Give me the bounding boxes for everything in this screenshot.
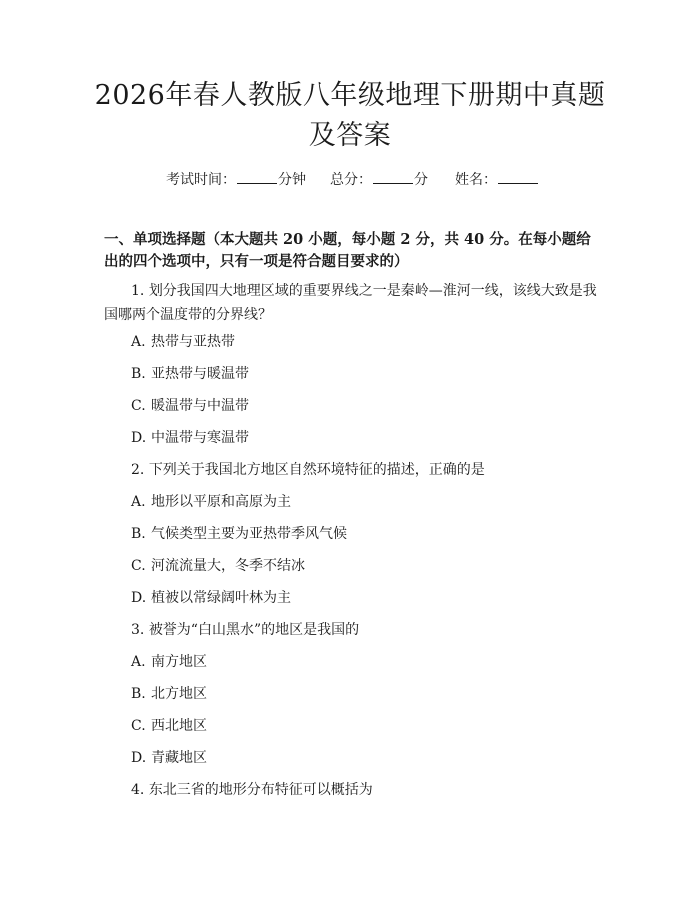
option-text: 青藏地区 [151, 750, 207, 766]
question-1-text [104, 279, 598, 327]
question-3 [131, 620, 359, 640]
name-blank [498, 169, 538, 184]
question-3-option-a [131, 652, 207, 672]
option-text: 中温带与寒温带 [151, 430, 249, 446]
option-text: 地形以平原和高原为主 [151, 494, 291, 510]
option-letter: C. [131, 398, 146, 414]
option-text: 植被以常绿阔叶林为主 [151, 590, 291, 606]
section-heading: 一、单项选择题（本大题共 20 小题，每小题 2 分，共 40 分。在每小题给出的四个选项中，只有一项是符合题目要求的） [104, 231, 591, 270]
score-blank [373, 169, 413, 184]
question-3-option-c [131, 716, 207, 736]
exam-time [166, 169, 306, 190]
page-title: 2026年春人教版八年级地理下册期中真题及答案 [94, 80, 606, 151]
option-letter: C. [131, 558, 146, 574]
question-2-option-a [131, 492, 291, 512]
time-unit: 分钟 [278, 172, 306, 188]
question-1 [104, 279, 598, 327]
option-letter: A. [131, 494, 146, 510]
option-text: 气候类型主要为亚热带季风气候 [151, 526, 347, 542]
question-3-option-b [131, 684, 207, 704]
option-letter: B. [131, 366, 146, 382]
question-1-option-d [131, 428, 249, 448]
option-text: 河流流量大，冬季不结冰 [151, 558, 305, 574]
question-1-number: 1. [131, 283, 145, 299]
option-text: 热带与亚热带 [151, 334, 235, 350]
question-3-option-d [131, 748, 207, 768]
score-label: 总分： [330, 172, 372, 188]
exam-score [330, 169, 428, 190]
question-4 [131, 780, 373, 800]
question-1-body: 划分我国四大地理区域的重要界线之一是秦岭—淮河一线，该线大致是我国哪两个温度带的分界线？ [104, 283, 597, 323]
question-2 [131, 460, 485, 480]
question-1-option-b [131, 364, 249, 384]
score-unit: 分 [414, 172, 428, 188]
question-4-body: 东北三省的地形分布特征可以概括为 [148, 782, 373, 798]
option-letter: D. [131, 750, 147, 766]
option-letter: D. [131, 590, 147, 606]
question-2-option-d [131, 588, 291, 608]
question-3-number: 3. [131, 622, 145, 638]
question-1-option-a [131, 332, 235, 352]
question-4-number: 4. [131, 782, 145, 798]
option-text: 亚热带与暖温带 [151, 366, 249, 382]
exam-name [455, 169, 539, 190]
option-letter: B. [131, 526, 146, 542]
option-letter: C. [131, 718, 146, 734]
name-label: 姓名： [455, 172, 497, 188]
question-2-option-c [131, 556, 305, 576]
question-2-option-b [131, 524, 347, 544]
option-letter: A. [131, 334, 146, 350]
question-1-option-c [131, 396, 249, 416]
option-letter: A. [131, 654, 146, 670]
option-text: 西北地区 [151, 718, 207, 734]
time-blank [237, 169, 277, 184]
option-text: 北方地区 [151, 686, 207, 702]
option-letter: D. [131, 430, 147, 446]
option-letter: B. [131, 686, 146, 702]
time-label: 考试时间： [166, 172, 236, 188]
question-2-number: 2. [131, 462, 145, 478]
option-text: 暖温带与中温带 [151, 398, 249, 414]
option-text: 南方地区 [151, 654, 207, 670]
question-2-body: 下列关于我国北方地区自然环境特征的描述，正确的是 [148, 462, 485, 478]
question-3-body: 被誉为“白山黑水”的地区是我国的 [148, 622, 360, 638]
